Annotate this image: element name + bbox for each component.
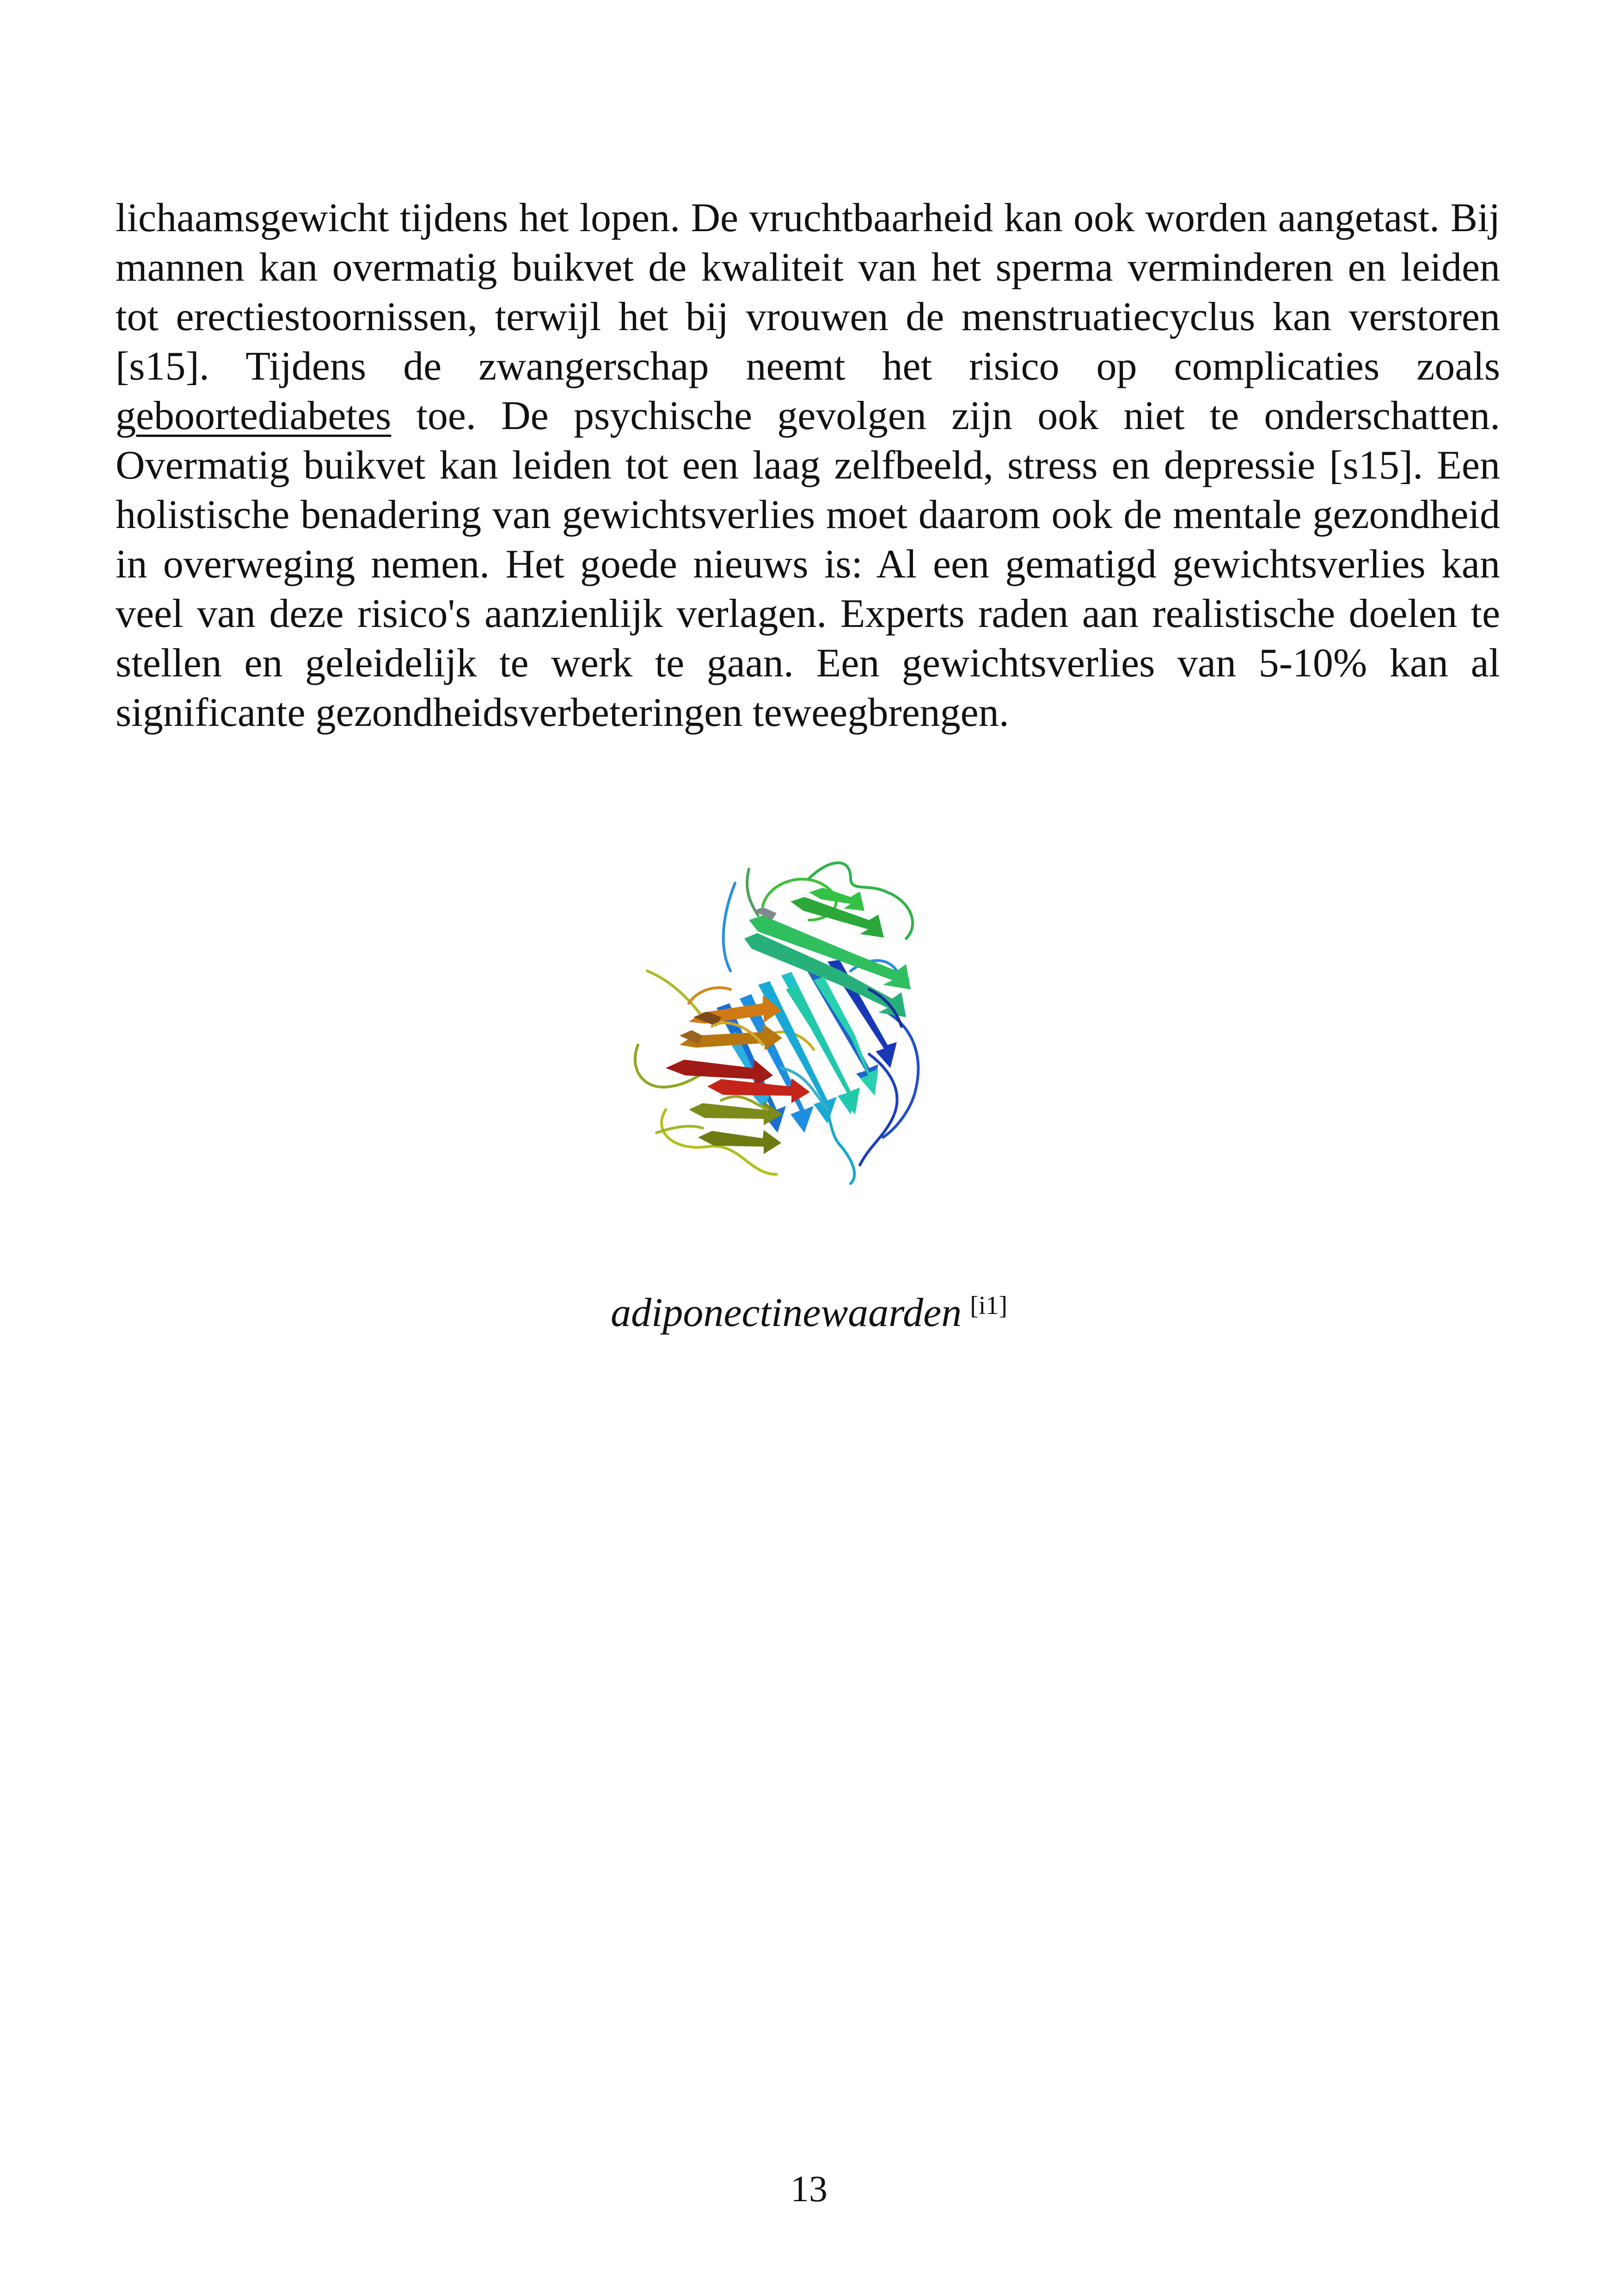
body-paragraph bbox=[116, 193, 1500, 737]
geboortediabetes-link[interactable]: geboortediabetes bbox=[116, 393, 392, 438]
figure-caption bbox=[0, 1290, 1618, 1341]
figure-reference: [i1] bbox=[970, 1291, 1008, 1320]
figure-caption-text: adiponectinewaarden bbox=[610, 1290, 962, 1335]
protein-ribbon-image bbox=[610, 851, 989, 1202]
paragraph-text-part-1: lichaamsgewicht tijdens het lopen. De vruchtbaarheid kan ook worden aangetast. Bij mannen kan overmatig buikvet de kwaliteit van het sperma verminderen en leiden tot erectiestoornissen, terwijl het bij vrouwen de menstruatiecyclus kan verstoren [s15]. Tijdens de zwangerschap neemt het risico op complicaties zoals bbox=[116, 196, 1500, 389]
page-number: 13 bbox=[791, 2169, 827, 2210]
paragraph-text-part-2: toe. De psychische gevolgen zijn ook niet te onderschatten. Overmatig buikvet kan leiden tot een laag zelfbeeld, stress en depressie [s15]. Een holistische benadering van gewichtsverlies moet daarom ook de mentale gezondheid in overweging nemen. Het goede nieuws is: Al een gematigd gewichtsverlies kan veel van deze risico's aanzienlijk verlagen. Experts raden aan realistische doelen te stellen en geleidelijk te werk te gaan. Een gewichtsverlies van 5-10% kan al significante gezondheidsverbeteringen teweegbrengen. bbox=[116, 393, 1500, 735]
protein-structure-figure bbox=[610, 851, 989, 1202]
